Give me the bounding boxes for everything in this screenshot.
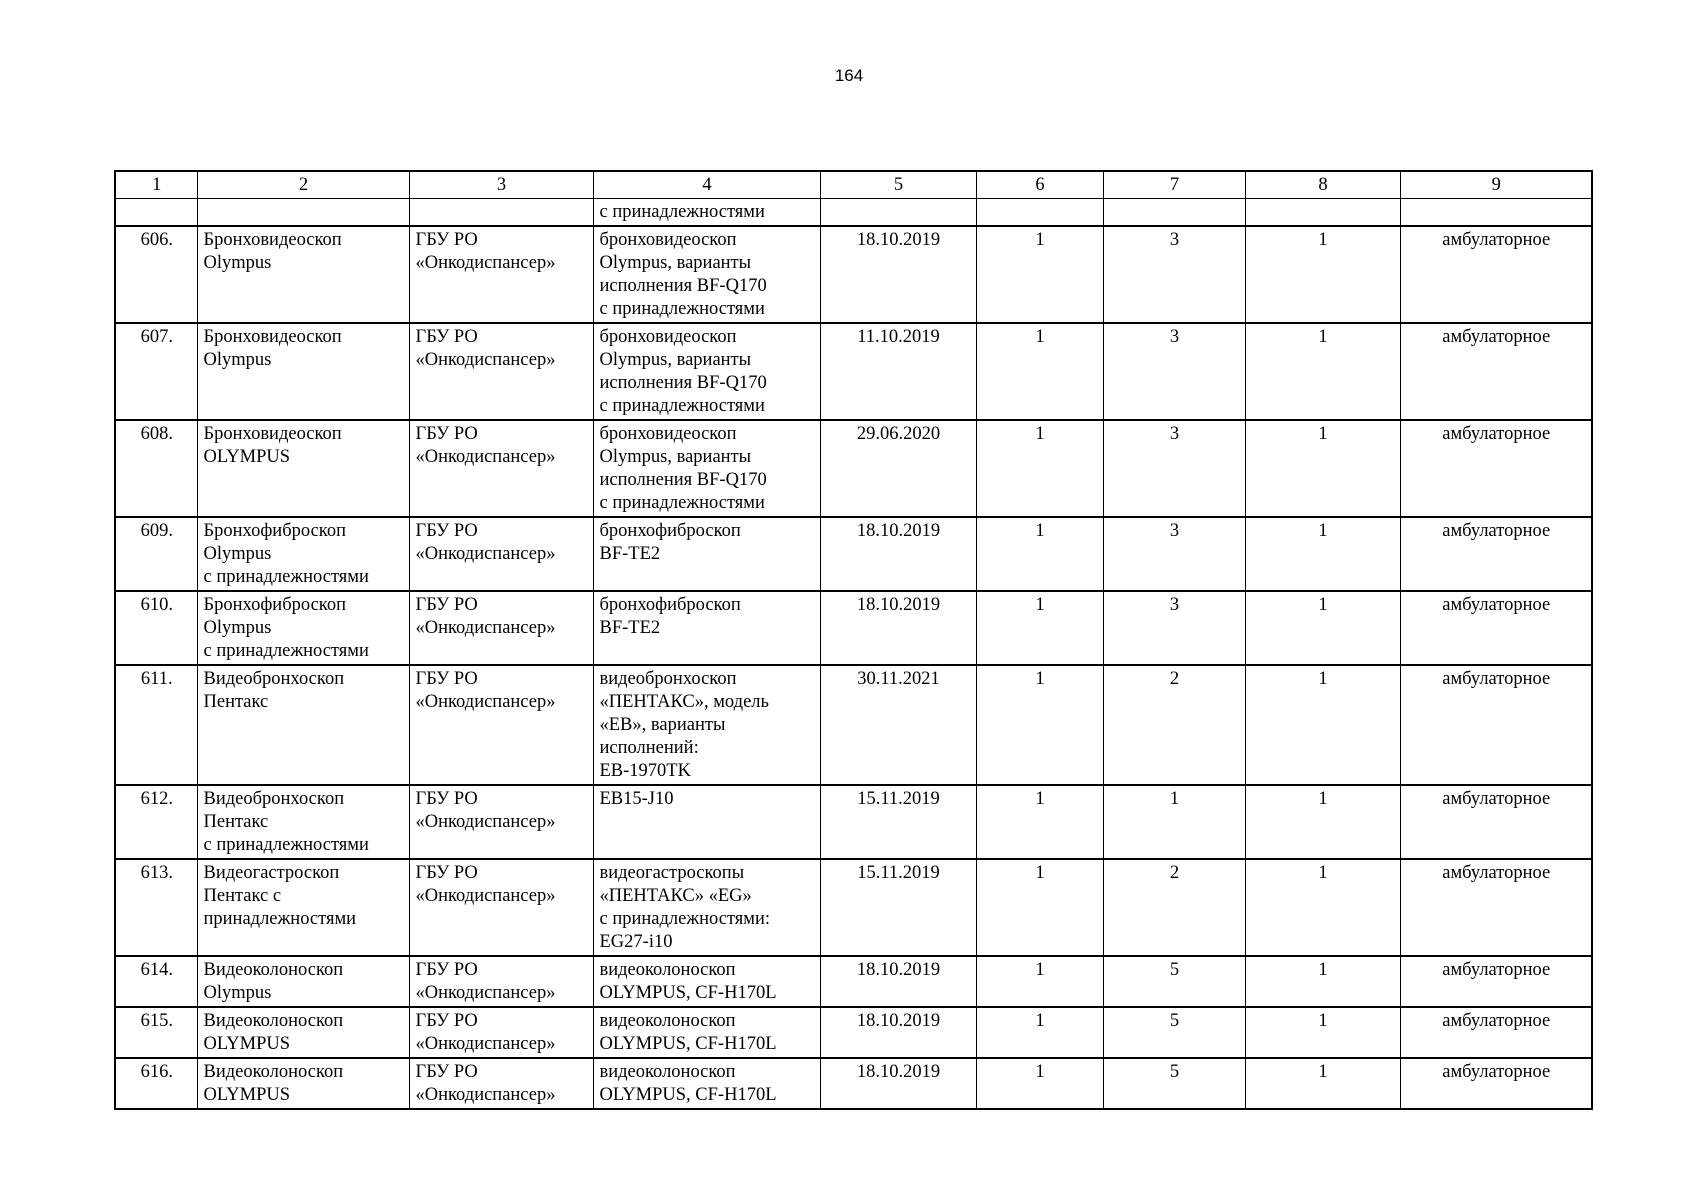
column-header: 6 [976,171,1103,199]
table-row [115,956,1592,1007]
cell-equipment-name: Бронхофиброскоп Olympus с принадлежностями [197,591,409,665]
cell-col7: 2 [1103,859,1245,956]
column-header: 1 [115,171,197,199]
cell-care-type: амбулаторное [1400,1007,1592,1058]
cell-model: EB15-J10 [593,785,820,859]
cell-model: видеоколоноскоп OLYMPUS, CF-H170L [593,956,820,1007]
cell-model: видеоколоноскоп OLYMPUS, CF-H170L [593,1007,820,1058]
cell-equipment-name: Видеогастроскоп Пентакс с принадлежностями [197,859,409,956]
cell-col7: 5 [1103,1007,1245,1058]
cell-date: 18.10.2019 [820,226,976,323]
cell-equipment-name [197,199,409,227]
cell-col7: 3 [1103,420,1245,517]
cell-model: видеогастроскопы «ПЕНТАКС» «EG» с принадлежностями: EG27-i10 [593,859,820,956]
cell-number: 616. [115,1058,197,1109]
cell-col6: 1 [976,785,1103,859]
cell-organization: ГБУ РО «Онкодиспансер» [409,591,593,665]
cell-col8: 1 [1245,1058,1400,1109]
cell-col7: 3 [1103,517,1245,591]
table-row [115,591,1592,665]
cell-number: 611. [115,665,197,785]
cell-equipment-name: Бронховидеоскоп Olympus [197,323,409,420]
cell-equipment-name: Видеоколоноскоп Olympus [197,956,409,1007]
cell-care-type: амбулаторное [1400,517,1592,591]
cell-col6: 1 [976,1058,1103,1109]
cell-model: бронховидеоскоп Olympus, варианты исполнения BF-Q170 с принадлежностями [593,420,820,517]
cell-number: 607. [115,323,197,420]
cell-organization: ГБУ РО «Онкодиспансер» [409,665,593,785]
cell-col6: 1 [976,323,1103,420]
cell-number: 608. [115,420,197,517]
cell-number: 613. [115,859,197,956]
cell-col8: 1 [1245,420,1400,517]
cell-equipment-name: Бронховидеоскоп OLYMPUS [197,420,409,517]
cell-date: 18.10.2019 [820,517,976,591]
cell-col8: 1 [1245,785,1400,859]
column-header: 4 [593,171,820,199]
column-header: 3 [409,171,593,199]
table-row [115,1058,1592,1109]
column-header: 2 [197,171,409,199]
cell-number: 614. [115,956,197,1007]
cell-col8: 1 [1245,665,1400,785]
cell-organization: ГБУ РО «Онкодиспансер» [409,785,593,859]
table-row [115,420,1592,517]
cell-col8: 1 [1245,1007,1400,1058]
table-row [115,517,1592,591]
cell-col7 [1103,199,1245,227]
cell-date: 11.10.2019 [820,323,976,420]
cell-date [820,199,976,227]
cell-care-type: амбулаторное [1400,859,1592,956]
cell-col7: 2 [1103,665,1245,785]
cell-col8: 1 [1245,859,1400,956]
cell-col6: 1 [976,1007,1103,1058]
cell-date: 15.11.2019 [820,785,976,859]
table-row [115,323,1592,420]
cell-organization: ГБУ РО «Онкодиспансер» [409,323,593,420]
cell-organization: ГБУ РО «Онкодиспансер» [409,956,593,1007]
cell-organization: ГБУ РО «Онкодиспансер» [409,1058,593,1109]
cell-care-type: амбулаторное [1400,665,1592,785]
column-header: 9 [1400,171,1592,199]
cell-number [115,199,197,227]
cell-date: 18.10.2019 [820,591,976,665]
cell-col7: 1 [1103,785,1245,859]
cell-organization: ГБУ РО «Онкодиспансер» [409,1007,593,1058]
cell-care-type: амбулаторное [1400,591,1592,665]
cell-care-type: амбулаторное [1400,1058,1592,1109]
cell-care-type: амбулаторное [1400,226,1592,323]
cell-number: 612. [115,785,197,859]
continuation-row [115,199,1592,227]
cell-date: 15.11.2019 [820,859,976,956]
column-header: 7 [1103,171,1245,199]
table-row [115,665,1592,785]
table-row [115,859,1592,956]
cell-organization: ГБУ РО «Онкодиспансер» [409,226,593,323]
cell-care-type: амбулаторное [1400,420,1592,517]
cell-col6: 1 [976,420,1103,517]
cell-col6 [976,199,1103,227]
table-row [115,785,1592,859]
column-header: 5 [820,171,976,199]
cell-date: 18.10.2019 [820,1007,976,1058]
cell-col7: 3 [1103,591,1245,665]
cell-col7: 5 [1103,1058,1245,1109]
cell-model: бронхофиброскоп BF-TE2 [593,517,820,591]
cell-col6: 1 [976,956,1103,1007]
header-row [115,171,1592,199]
cell-equipment-name: Бронховидеоскоп Olympus [197,226,409,323]
cell-organization: ГБУ РО «Онкодиспансер» [409,517,593,591]
cell-col8: 1 [1245,226,1400,323]
cell-organization: ГБУ РО «Онкодиспансер» [409,420,593,517]
cell-model: видеобронхоскоп «ПЕНТАКС», модель «EB», варианты исполнений: EB-1970TK [593,665,820,785]
column-header: 8 [1245,171,1400,199]
cell-date: 18.10.2019 [820,1058,976,1109]
cell-model: бронхофиброскоп BF-TE2 [593,591,820,665]
cell-equipment-name: Видеоколоноскоп OLYMPUS [197,1058,409,1109]
cell-col8: 1 [1245,591,1400,665]
cell-care-type: амбулаторное [1400,956,1592,1007]
cell-col7: 3 [1103,226,1245,323]
cell-care-type: амбулаторное [1400,785,1592,859]
cell-number: 606. [115,226,197,323]
cell-organization: ГБУ РО «Онкодиспансер» [409,859,593,956]
cell-col8 [1245,199,1400,227]
cell-model: с принадлежностями [593,199,820,227]
cell-col8: 1 [1245,323,1400,420]
cell-model: бронховидеоскоп Olympus, варианты исполнения BF-Q170 с принадлежностями [593,226,820,323]
cell-col7: 3 [1103,323,1245,420]
cell-col6: 1 [976,859,1103,956]
cell-col8: 1 [1245,517,1400,591]
table-row [115,226,1592,323]
cell-col6: 1 [976,591,1103,665]
cell-col6: 1 [976,517,1103,591]
table-row [115,1007,1592,1058]
table-body [115,199,1592,1110]
cell-number: 615. [115,1007,197,1058]
cell-care-type: амбулаторное [1400,323,1592,420]
cell-equipment-name: Бронхофиброскоп Olympus с принадлежностями [197,517,409,591]
cell-care-type [1400,199,1592,227]
cell-col7: 5 [1103,956,1245,1007]
equipment-table [114,170,1593,1110]
page-number: 164 [834,66,864,85]
cell-col6: 1 [976,226,1103,323]
cell-model: бронховидеоскоп Olympus, варианты исполнения BF-Q170 с принадлежностями [593,323,820,420]
cell-date: 30.11.2021 [820,665,976,785]
cell-date: 18.10.2019 [820,956,976,1007]
cell-col6: 1 [976,665,1103,785]
cell-col8: 1 [1245,956,1400,1007]
cell-equipment-name: Видеобронхоскоп Пентакс с принадлежностями [197,785,409,859]
cell-date: 29.06.2020 [820,420,976,517]
cell-equipment-name: Видеобронхоскоп Пентакс [197,665,409,785]
cell-model: видеоколоноскоп OLYMPUS, CF-H170L [593,1058,820,1109]
cell-organization [409,199,593,227]
cell-number: 610. [115,591,197,665]
cell-number: 609. [115,517,197,591]
cell-equipment-name: Видеоколоноскоп OLYMPUS [197,1007,409,1058]
